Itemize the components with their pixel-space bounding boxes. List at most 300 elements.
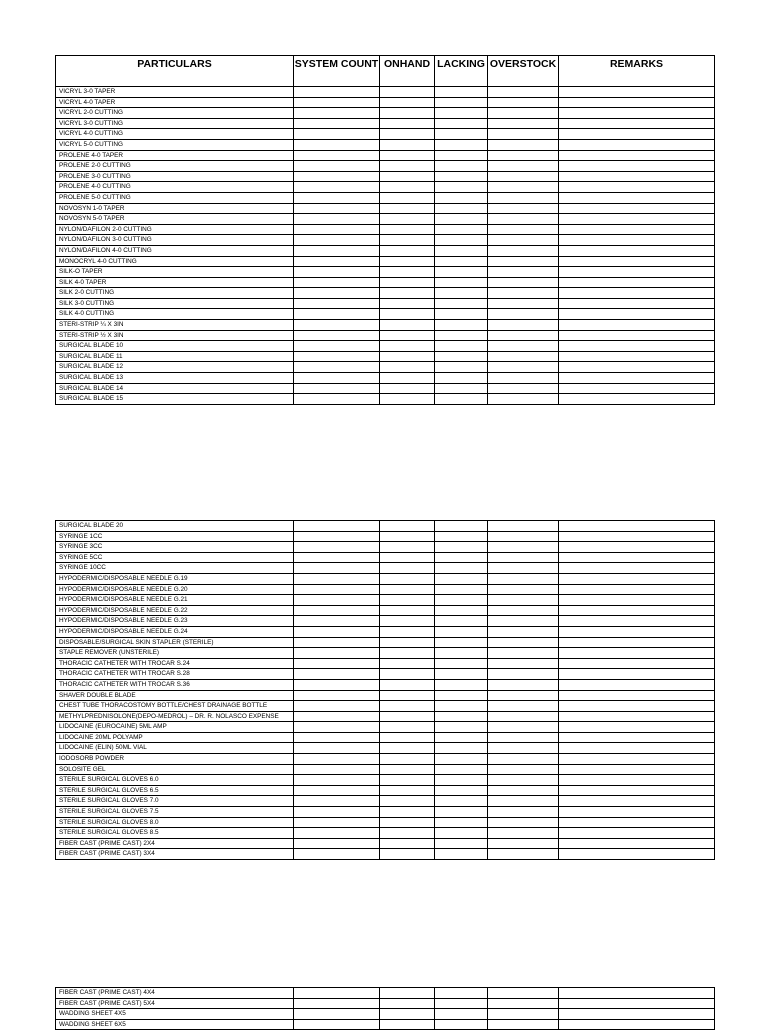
remarks-cell[interactable] [559,203,715,214]
lacking-cell[interactable] [435,690,488,701]
system-count-cell[interactable] [294,616,380,627]
remarks-cell[interactable] [559,139,715,150]
remarks-cell[interactable] [559,330,715,341]
lacking-cell[interactable] [435,817,488,828]
system-count-cell[interactable] [294,807,380,818]
onhand-cell[interactable] [380,711,435,722]
remarks-cell[interactable] [559,288,715,299]
overstock-cell[interactable] [488,849,559,860]
lacking-cell[interactable] [435,309,488,320]
overstock-cell[interactable] [488,245,559,256]
system-count-cell[interactable] [294,320,380,331]
remarks-cell[interactable] [559,658,715,669]
system-count-cell[interactable] [294,203,380,214]
overstock-cell[interactable] [488,775,559,786]
system-count-cell[interactable] [294,828,380,839]
remarks-cell[interactable] [559,838,715,849]
onhand-cell[interactable] [380,330,435,341]
remarks-cell[interactable] [559,849,715,860]
lacking-cell[interactable] [435,764,488,775]
lacking-cell[interactable] [435,214,488,225]
lacking-cell[interactable] [435,743,488,754]
lacking-cell[interactable] [435,394,488,405]
lacking-cell[interactable] [435,373,488,384]
onhand-cell[interactable] [380,690,435,701]
lacking-cell[interactable] [435,129,488,140]
overstock-cell[interactable] [488,320,559,331]
overstock-cell[interactable] [488,542,559,553]
system-count-cell[interactable] [294,796,380,807]
remarks-cell[interactable] [559,775,715,786]
remarks-cell[interactable] [559,171,715,182]
overstock-cell[interactable] [488,256,559,267]
system-count-cell[interactable] [294,626,380,637]
system-count-cell[interactable] [294,775,380,786]
lacking-cell[interactable] [435,637,488,648]
lacking-cell[interactable] [435,563,488,574]
system-count-cell[interactable] [294,785,380,796]
onhand-cell[interactable] [380,595,435,606]
remarks-cell[interactable] [559,521,715,532]
overstock-cell[interactable] [488,595,559,606]
system-count-cell[interactable] [294,267,380,278]
remarks-cell[interactable] [559,584,715,595]
remarks-cell[interactable] [559,108,715,119]
lacking-cell[interactable] [435,732,488,743]
system-count-cell[interactable] [294,1009,380,1020]
remarks-cell[interactable] [559,1019,715,1030]
lacking-cell[interactable] [435,235,488,246]
lacking-cell[interactable] [435,988,488,999]
onhand-cell[interactable] [380,129,435,140]
lacking-cell[interactable] [435,288,488,299]
onhand-cell[interactable] [380,658,435,669]
system-count-cell[interactable] [294,171,380,182]
system-count-cell[interactable] [294,139,380,150]
overstock-cell[interactable] [488,552,559,563]
remarks-cell[interactable] [559,616,715,627]
lacking-cell[interactable] [435,616,488,627]
system-count-cell[interactable] [294,245,380,256]
overstock-cell[interactable] [488,235,559,246]
system-count-cell[interactable] [294,552,380,563]
lacking-cell[interactable] [435,277,488,288]
onhand-cell[interactable] [380,552,435,563]
overstock-cell[interactable] [488,182,559,193]
onhand-cell[interactable] [380,351,435,362]
overstock-cell[interactable] [488,203,559,214]
overstock-cell[interactable] [488,97,559,108]
onhand-cell[interactable] [380,838,435,849]
onhand-cell[interactable] [380,214,435,225]
remarks-cell[interactable] [559,669,715,680]
lacking-cell[interactable] [435,648,488,659]
system-count-cell[interactable] [294,129,380,140]
onhand-cell[interactable] [380,637,435,648]
overstock-cell[interactable] [488,362,559,373]
lacking-cell[interactable] [435,267,488,278]
remarks-cell[interactable] [559,362,715,373]
lacking-cell[interactable] [435,785,488,796]
lacking-cell[interactable] [435,139,488,150]
overstock-cell[interactable] [488,563,559,574]
onhand-cell[interactable] [380,224,435,235]
system-count-cell[interactable] [294,235,380,246]
onhand-cell[interactable] [380,320,435,331]
lacking-cell[interactable] [435,1019,488,1030]
lacking-cell[interactable] [435,298,488,309]
overstock-cell[interactable] [488,626,559,637]
onhand-cell[interactable] [380,626,435,637]
overstock-cell[interactable] [488,701,559,712]
remarks-cell[interactable] [559,320,715,331]
remarks-cell[interactable] [559,87,715,98]
overstock-cell[interactable] [488,267,559,278]
system-count-cell[interactable] [294,309,380,320]
remarks-cell[interactable] [559,341,715,352]
onhand-cell[interactable] [380,828,435,839]
lacking-cell[interactable] [435,542,488,553]
remarks-cell[interactable] [559,267,715,278]
overstock-cell[interactable] [488,161,559,172]
lacking-cell[interactable] [435,626,488,637]
remarks-cell[interactable] [559,309,715,320]
system-count-cell[interactable] [294,182,380,193]
system-count-cell[interactable] [294,383,380,394]
remarks-cell[interactable] [559,988,715,999]
onhand-cell[interactable] [380,373,435,384]
overstock-cell[interactable] [488,754,559,765]
remarks-cell[interactable] [559,97,715,108]
remarks-cell[interactable] [559,161,715,172]
system-count-cell[interactable] [294,711,380,722]
lacking-cell[interactable] [435,775,488,786]
system-count-cell[interactable] [294,373,380,384]
lacking-cell[interactable] [435,351,488,362]
overstock-cell[interactable] [488,224,559,235]
remarks-cell[interactable] [559,648,715,659]
system-count-cell[interactable] [294,584,380,595]
system-count-cell[interactable] [294,764,380,775]
overstock-cell[interactable] [488,807,559,818]
onhand-cell[interactable] [380,256,435,267]
onhand-cell[interactable] [380,1009,435,1020]
overstock-cell[interactable] [488,531,559,542]
onhand-cell[interactable] [380,648,435,659]
system-count-cell[interactable] [294,722,380,733]
overstock-cell[interactable] [488,330,559,341]
onhand-cell[interactable] [380,669,435,680]
onhand-cell[interactable] [380,87,435,98]
remarks-cell[interactable] [559,129,715,140]
overstock-cell[interactable] [488,796,559,807]
overstock-cell[interactable] [488,288,559,299]
system-count-cell[interactable] [294,521,380,532]
overstock-cell[interactable] [488,394,559,405]
remarks-cell[interactable] [559,150,715,161]
system-count-cell[interactable] [294,150,380,161]
system-count-cell[interactable] [294,563,380,574]
lacking-cell[interactable] [435,383,488,394]
overstock-cell[interactable] [488,373,559,384]
remarks-cell[interactable] [559,552,715,563]
lacking-cell[interactable] [435,182,488,193]
remarks-cell[interactable] [559,807,715,818]
system-count-cell[interactable] [294,277,380,288]
onhand-cell[interactable] [380,754,435,765]
onhand-cell[interactable] [380,542,435,553]
remarks-cell[interactable] [559,754,715,765]
remarks-cell[interactable] [559,383,715,394]
overstock-cell[interactable] [488,998,559,1009]
overstock-cell[interactable] [488,1009,559,1020]
system-count-cell[interactable] [294,658,380,669]
overstock-cell[interactable] [488,150,559,161]
system-count-cell[interactable] [294,87,380,98]
remarks-cell[interactable] [559,701,715,712]
lacking-cell[interactable] [435,330,488,341]
system-count-cell[interactable] [294,648,380,659]
lacking-cell[interactable] [435,161,488,172]
lacking-cell[interactable] [435,828,488,839]
lacking-cell[interactable] [435,341,488,352]
system-count-cell[interactable] [294,690,380,701]
lacking-cell[interactable] [435,754,488,765]
system-count-cell[interactable] [294,256,380,267]
overstock-cell[interactable] [488,838,559,849]
system-count-cell[interactable] [294,838,380,849]
onhand-cell[interactable] [380,743,435,754]
overstock-cell[interactable] [488,988,559,999]
remarks-cell[interactable] [559,224,715,235]
lacking-cell[interactable] [435,595,488,606]
lacking-cell[interactable] [435,722,488,733]
onhand-cell[interactable] [380,701,435,712]
system-count-cell[interactable] [294,988,380,999]
lacking-cell[interactable] [435,605,488,616]
remarks-cell[interactable] [559,235,715,246]
onhand-cell[interactable] [380,998,435,1009]
overstock-cell[interactable] [488,648,559,659]
remarks-cell[interactable] [559,531,715,542]
overstock-cell[interactable] [488,828,559,839]
system-count-cell[interactable] [294,998,380,1009]
onhand-cell[interactable] [380,732,435,743]
remarks-cell[interactable] [559,998,715,1009]
onhand-cell[interactable] [380,108,435,119]
remarks-cell[interactable] [559,711,715,722]
onhand-cell[interactable] [380,616,435,627]
system-count-cell[interactable] [294,701,380,712]
remarks-cell[interactable] [559,298,715,309]
onhand-cell[interactable] [380,267,435,278]
lacking-cell[interactable] [435,320,488,331]
onhand-cell[interactable] [380,277,435,288]
onhand-cell[interactable] [380,722,435,733]
overstock-cell[interactable] [488,129,559,140]
onhand-cell[interactable] [380,192,435,203]
system-count-cell[interactable] [294,595,380,606]
overstock-cell[interactable] [488,732,559,743]
lacking-cell[interactable] [435,669,488,680]
lacking-cell[interactable] [435,1009,488,1020]
remarks-cell[interactable] [559,817,715,828]
overstock-cell[interactable] [488,573,559,584]
system-count-cell[interactable] [294,330,380,341]
onhand-cell[interactable] [380,563,435,574]
remarks-cell[interactable] [559,679,715,690]
onhand-cell[interactable] [380,150,435,161]
system-count-cell[interactable] [294,298,380,309]
system-count-cell[interactable] [294,669,380,680]
lacking-cell[interactable] [435,531,488,542]
overstock-cell[interactable] [488,690,559,701]
lacking-cell[interactable] [435,552,488,563]
system-count-cell[interactable] [294,351,380,362]
onhand-cell[interactable] [380,785,435,796]
lacking-cell[interactable] [435,203,488,214]
overstock-cell[interactable] [488,139,559,150]
lacking-cell[interactable] [435,256,488,267]
lacking-cell[interactable] [435,521,488,532]
remarks-cell[interactable] [559,245,715,256]
system-count-cell[interactable] [294,542,380,553]
overstock-cell[interactable] [488,87,559,98]
overstock-cell[interactable] [488,341,559,352]
remarks-cell[interactable] [559,722,715,733]
lacking-cell[interactable] [435,701,488,712]
system-count-cell[interactable] [294,849,380,860]
lacking-cell[interactable] [435,573,488,584]
lacking-cell[interactable] [435,224,488,235]
system-count-cell[interactable] [294,97,380,108]
overstock-cell[interactable] [488,118,559,129]
overstock-cell[interactable] [488,817,559,828]
onhand-cell[interactable] [380,288,435,299]
onhand-cell[interactable] [380,988,435,999]
overstock-cell[interactable] [488,616,559,627]
onhand-cell[interactable] [380,383,435,394]
remarks-cell[interactable] [559,573,715,584]
onhand-cell[interactable] [380,298,435,309]
overstock-cell[interactable] [488,605,559,616]
onhand-cell[interactable] [380,679,435,690]
system-count-cell[interactable] [294,531,380,542]
system-count-cell[interactable] [294,214,380,225]
onhand-cell[interactable] [380,849,435,860]
remarks-cell[interactable] [559,214,715,225]
lacking-cell[interactable] [435,838,488,849]
overstock-cell[interactable] [488,309,559,320]
remarks-cell[interactable] [559,732,715,743]
lacking-cell[interactable] [435,711,488,722]
system-count-cell[interactable] [294,1019,380,1030]
overstock-cell[interactable] [488,277,559,288]
remarks-cell[interactable] [559,563,715,574]
system-count-cell[interactable] [294,605,380,616]
remarks-cell[interactable] [559,785,715,796]
remarks-cell[interactable] [559,394,715,405]
system-count-cell[interactable] [294,161,380,172]
overstock-cell[interactable] [488,171,559,182]
remarks-cell[interactable] [559,118,715,129]
system-count-cell[interactable] [294,754,380,765]
overstock-cell[interactable] [488,637,559,648]
remarks-cell[interactable] [559,351,715,362]
lacking-cell[interactable] [435,118,488,129]
onhand-cell[interactable] [380,362,435,373]
lacking-cell[interactable] [435,658,488,669]
onhand-cell[interactable] [380,182,435,193]
remarks-cell[interactable] [559,605,715,616]
remarks-cell[interactable] [559,743,715,754]
system-count-cell[interactable] [294,679,380,690]
onhand-cell[interactable] [380,796,435,807]
remarks-cell[interactable] [559,192,715,203]
overstock-cell[interactable] [488,383,559,394]
system-count-cell[interactable] [294,362,380,373]
onhand-cell[interactable] [380,573,435,584]
remarks-cell[interactable] [559,1009,715,1020]
overstock-cell[interactable] [488,351,559,362]
onhand-cell[interactable] [380,203,435,214]
system-count-cell[interactable] [294,817,380,828]
remarks-cell[interactable] [559,637,715,648]
lacking-cell[interactable] [435,171,488,182]
overstock-cell[interactable] [488,108,559,119]
onhand-cell[interactable] [380,584,435,595]
onhand-cell[interactable] [380,394,435,405]
overstock-cell[interactable] [488,658,559,669]
remarks-cell[interactable] [559,828,715,839]
onhand-cell[interactable] [380,1019,435,1030]
remarks-cell[interactable] [559,690,715,701]
remarks-cell[interactable] [559,595,715,606]
onhand-cell[interactable] [380,309,435,320]
lacking-cell[interactable] [435,849,488,860]
overstock-cell[interactable] [488,764,559,775]
overstock-cell[interactable] [488,743,559,754]
system-count-cell[interactable] [294,732,380,743]
onhand-cell[interactable] [380,775,435,786]
system-count-cell[interactable] [294,108,380,119]
lacking-cell[interactable] [435,584,488,595]
lacking-cell[interactable] [435,796,488,807]
onhand-cell[interactable] [380,245,435,256]
onhand-cell[interactable] [380,817,435,828]
remarks-cell[interactable] [559,182,715,193]
overstock-cell[interactable] [488,1019,559,1030]
overstock-cell[interactable] [488,669,559,680]
system-count-cell[interactable] [294,192,380,203]
onhand-cell[interactable] [380,97,435,108]
onhand-cell[interactable] [380,139,435,150]
system-count-cell[interactable] [294,341,380,352]
onhand-cell[interactable] [380,764,435,775]
onhand-cell[interactable] [380,341,435,352]
lacking-cell[interactable] [435,998,488,1009]
onhand-cell[interactable] [380,171,435,182]
onhand-cell[interactable] [380,807,435,818]
remarks-cell[interactable] [559,626,715,637]
system-count-cell[interactable] [294,288,380,299]
remarks-cell[interactable] [559,764,715,775]
lacking-cell[interactable] [435,807,488,818]
system-count-cell[interactable] [294,118,380,129]
lacking-cell[interactable] [435,362,488,373]
overstock-cell[interactable] [488,679,559,690]
remarks-cell[interactable] [559,542,715,553]
